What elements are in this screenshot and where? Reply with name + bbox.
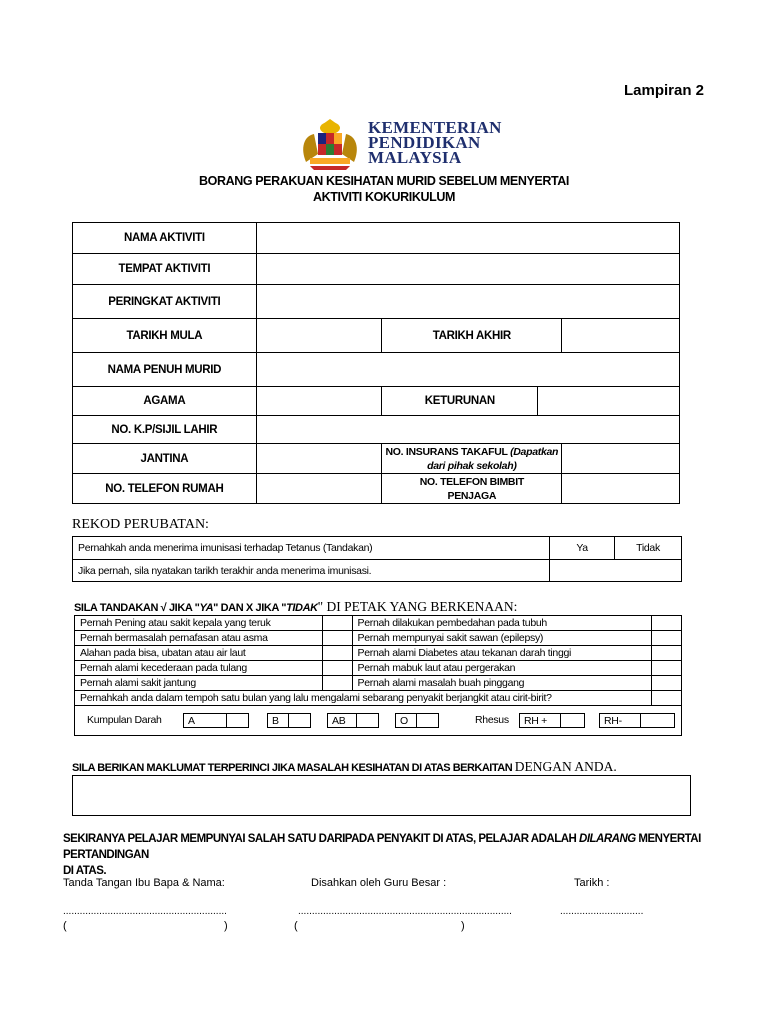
keturunan-field[interactable] — [538, 387, 680, 416]
condition-checkbox[interactable] — [652, 661, 682, 676]
telefon-bimbit-field[interactable] — [562, 474, 680, 504]
tempat-aktiviti-field[interactable] — [256, 254, 679, 285]
condition-checkbox[interactable] — [322, 646, 352, 661]
telefon-rumah-label: NO. TELEFON RUMAH — [73, 474, 257, 504]
condition-checkbox[interactable] — [322, 676, 352, 691]
headmaster-signature-label: Disahkan oleh Guru Besar : — [311, 877, 447, 889]
rh-plus-box[interactable]: RH + — [519, 713, 561, 728]
condition-right: Pernah dilakukan pembedahan pada tubuh — [352, 616, 652, 631]
date-label: Tarikh : — [574, 877, 610, 889]
tarikh-mula-field[interactable] — [256, 319, 382, 353]
tarikh-imunisasi-question: Jika pernah, sila nyatakan tarikh terakhir anda menerima imunisasi. — [73, 560, 550, 582]
tarikh-akhir-label: TARIKH AKHIR — [382, 319, 562, 353]
agama-label: AGAMA — [73, 387, 257, 416]
blood-b-box[interactable]: B — [267, 713, 289, 728]
details-field[interactable] — [72, 775, 691, 816]
condition-checkbox[interactable] — [652, 631, 682, 646]
instruction-line: SILA TANDAKAN √ JIKA "YA" DAN X JIKA "TIDAK" DI PETAK YANG BERKENAAN: — [74, 599, 518, 614]
details-heading: SILA BERIKAN MAKLUMAT TERPERINCI JIKA MASALAH KESIHATAN DI ATAS BERKAITAN DENGAN ANDA. — [72, 759, 617, 774]
keturunan-label: KETURUNAN — [382, 387, 538, 416]
date-line[interactable]: .............................. — [560, 906, 644, 917]
condition-right: Pernah mempunyai sakit sawan (epilepsy) — [352, 631, 652, 646]
rh-minus-check[interactable] — [641, 713, 675, 728]
telefon-rumah-field[interactable] — [256, 474, 382, 504]
insurans-field[interactable] — [562, 444, 680, 474]
lampiran-label: Lampiran 2 — [624, 82, 705, 99]
condition-left: Pernah Pening atau sakit kepala yang teruk — [75, 616, 323, 631]
blood-a-box[interactable]: A — [183, 713, 227, 728]
condition-checkbox[interactable] — [652, 616, 682, 631]
conditions-table — [74, 615, 682, 736]
condition-left: Pernah alami kecederaan pada tulang — [75, 661, 323, 676]
parent-name-open-paren: ( — [63, 920, 67, 932]
jantina-field[interactable] — [256, 444, 382, 474]
headmaster-name-open-paren: ( — [294, 920, 298, 932]
student-info-table — [72, 222, 680, 504]
rhesus-label: Rhesus — [475, 714, 509, 727]
blood-a-check[interactable] — [227, 713, 249, 728]
blood-group-label: Kumpulan Darah — [87, 714, 162, 727]
tarikh-imunisasi-field[interactable] — [550, 560, 682, 582]
no-kp-field[interactable] — [256, 416, 679, 444]
nama-aktiviti-field[interactable] — [256, 223, 679, 254]
nama-aktiviti-label: NAMA AKTIVITI — [73, 223, 257, 254]
peringkat-aktiviti-label: PERINGKAT AKTIVITI — [73, 285, 257, 319]
condition-left: Alahan pada bisa, ubatan atau air laut — [75, 646, 323, 661]
tempat-aktiviti-label: TEMPAT AKTIVITI — [73, 254, 257, 285]
rekod-perubatan-table — [72, 536, 682, 582]
parent-signature-line[interactable]: ........................................................... — [63, 906, 227, 917]
telefon-bimbit-label: NO. TELEFON BIMBIT PENJAGA — [382, 474, 562, 504]
blood-o-check[interactable] — [417, 713, 439, 728]
headmaster-signature-line[interactable]: ............................................................................. — [298, 906, 512, 917]
jantina-label: JANTINA — [73, 444, 257, 474]
ministry-name: KEMENTERIAN PENDIDIKAN MALAYSIA — [368, 118, 502, 167]
tidak-header: Tidak — [615, 537, 682, 560]
nama-penuh-label: NAMA PENUH MURID — [73, 353, 257, 387]
tarikh-mula-label: TARIKH MULA — [73, 319, 257, 353]
tarikh-akhir-field[interactable] — [562, 319, 680, 353]
rh-plus-check[interactable] — [561, 713, 585, 728]
blood-ab-box[interactable]: AB — [327, 713, 357, 728]
nama-penuh-field[interactable] — [256, 353, 679, 387]
condition-checkbox[interactable] — [322, 661, 352, 676]
blood-o-box[interactable]: O — [395, 713, 417, 728]
agama-field[interactable] — [256, 387, 382, 416]
condition-left: Pernah alami sakit jantung — [75, 676, 323, 691]
imunisasi-question: Pernahkah anda menerima imunisasi terhadap Tetanus (Tandakan) — [73, 537, 550, 560]
peringkat-aktiviti-field[interactable] — [256, 285, 679, 319]
blood-ab-check[interactable] — [357, 713, 379, 728]
jata-negara-logo — [296, 118, 364, 170]
infection-question: Pernahkah anda dalam tempoh satu bulan yang lalu mengalami sebarang penyakit berjangkit atau cirit-birit? — [75, 691, 652, 706]
condition-right: Pernah alami Diabetes atau tekanan darah tinggi — [352, 646, 652, 661]
insurans-label: NO. INSURANS TAKAFUL (Dapatkan dari pihak sekolah) — [382, 444, 562, 474]
no-kp-label: NO. K.P/SIJIL LAHIR — [73, 416, 257, 444]
ya-header: Ya — [550, 537, 615, 560]
condition-checkbox[interactable] — [652, 676, 682, 691]
condition-checkbox[interactable] — [322, 616, 352, 631]
warning-text: SEKIRANYA PELAJAR MEMPUNYAI SALAH SATU DARIPADA PENYAKIT DI ATAS, PELAJAR ADALAH DILARANG MENYERTAI PERTANDINGAN DI ATAS. — [63, 833, 701, 877]
blood-group-row — [75, 706, 682, 736]
form-title-line2: AKTIVITI KOKURIKULUM — [313, 190, 455, 204]
condition-right: Pernah alami masalah buah pinggang — [352, 676, 652, 691]
condition-checkbox[interactable] — [322, 631, 352, 646]
headmaster-name-close-paren: ) — [461, 920, 465, 932]
rekod-perubatan-heading: REKOD PERUBATAN: — [72, 517, 209, 532]
condition-checkbox[interactable] — [652, 646, 682, 661]
blood-b-check[interactable] — [289, 713, 311, 728]
form-title-line1: BORANG PERAKUAN KESIHATAN MURID SEBELUM MENYERTAI — [199, 174, 569, 188]
parent-signature-label: Tanda Tangan Ibu Bapa & Nama: — [63, 877, 225, 889]
parent-name-close-paren: ) — [224, 920, 228, 932]
condition-right: Pernah mabuk laut atau pergerakan — [352, 661, 652, 676]
condition-left: Pernah bermasalah pernafasan atau asma — [75, 631, 323, 646]
rh-minus-box[interactable]: RH- — [599, 713, 641, 728]
condition-checkbox[interactable] — [652, 691, 682, 706]
